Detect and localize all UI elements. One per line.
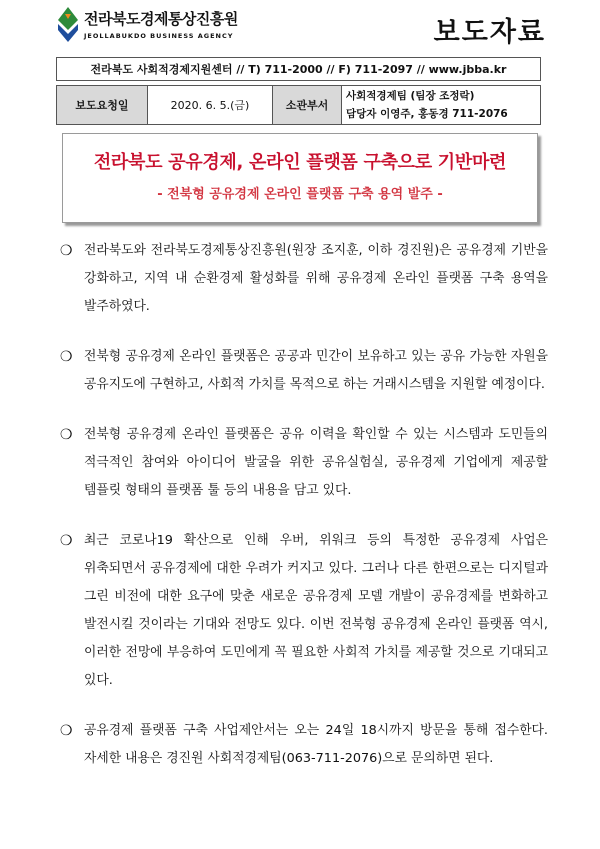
subheadline: - 전북형 공유경제 온라인 플랫폼 구축 용역 발주 - <box>157 187 443 202</box>
paragraph <box>58 527 548 695</box>
headline-box <box>62 133 538 223</box>
bullet-icon: ❍ <box>60 533 73 549</box>
doc-type-title: 보도자료 <box>433 17 546 48</box>
article-body <box>58 237 548 795</box>
request-date-value: 2020. 6. 5.(금) <box>148 86 273 125</box>
bullet-icon: ❍ <box>60 427 73 443</box>
paragraph <box>58 717 548 773</box>
paragraph <box>58 421 548 505</box>
paragraph-text: 전북형 공유경제 온라인 플랫폼은 공공과 민간이 보유하고 있는 공유 가능한 자원을 공유지도에 구현하고, 사회적 가치를 목적으로 하는 거래시스템을 지원할 예정이다. <box>84 349 548 392</box>
agency-logo-icon <box>56 4 80 44</box>
org-name: 전라북도경제통상진흥원 <box>84 10 238 28</box>
paragraph-text: 전라북도와 전라북도경제통상진흥원(원장 조지훈, 이하 경진원)은 공유경제 기반을 강화하고, 지역 내 순환경제 활성화를 위해 공유경제 온라인 플랫폼 구축 용역을 발주하였다. <box>84 243 548 314</box>
request-date-label: 보도요청일 <box>57 86 148 125</box>
paragraph-text: 전북형 공유경제 온라인 플랫폼은 공유 이력을 확인할 수 있는 시스템과 도민들의 적극적인 참여와 아이디어 발굴을 위한 공유실험실, 공유경제 기업에게 제공할 템플릿 형태의 플랫폼 툴 등의 내용을 담고 있다. <box>84 427 548 498</box>
meta-table <box>56 85 541 125</box>
dept-value <box>342 86 541 125</box>
paragraph <box>58 237 548 321</box>
bullet-icon: ❍ <box>60 349 73 365</box>
dept-team: 사회적경제팀 (팀장 조정락) <box>346 90 475 102</box>
headline: 전라북도 공유경제, 온라인 플랫폼 구축으로 기반마련 <box>93 152 507 173</box>
paragraph <box>58 343 548 399</box>
dept-contact: 담당자 이영주, 홍동경 711-2076 <box>346 108 508 120</box>
org-name-en: JEOLLABUKDO BUSINESS AGENCY <box>84 32 234 40</box>
bullet-icon: ❍ <box>60 243 73 259</box>
header <box>56 4 546 48</box>
dept-label: 소관부서 <box>273 86 342 125</box>
contact-bar: 전라북도 사회적경제지원센터 // T) 711-2000 // F) 711-2097 // www.jbba.kr <box>56 57 541 81</box>
paragraph-text: 공유경제 플랫폼 구축 사업제안서는 오는 24일 18시까지 방문을 통해 접수한다. 자세한 내용은 경진원 사회적경제팀(063-711-2076)으로 문의하면 된다. <box>84 723 548 766</box>
bullet-icon: ❍ <box>60 723 73 739</box>
paragraph-text: 최근 코로나19 확산으로 인해 우버, 위워크 등의 특정한 공유경제 사업은 위축되면서 공유경제에 대한 우려가 커지고 있다. 그러나 다른 한편으로는 디지털과 그린 비전에 대한 요구에 맞춘 새로운 공유경제 모델 개발이 공유경제를 변화하고 발전시킬 것이라는 기대와 전망도 있다. 이번 전북형 공유경제 온라인 플랫폼 역시, 이러한 전망에 부응하여 도민에게 꼭 필요한 사회적 가치를 제공할 것으로 기대되고 있다. <box>84 533 548 688</box>
